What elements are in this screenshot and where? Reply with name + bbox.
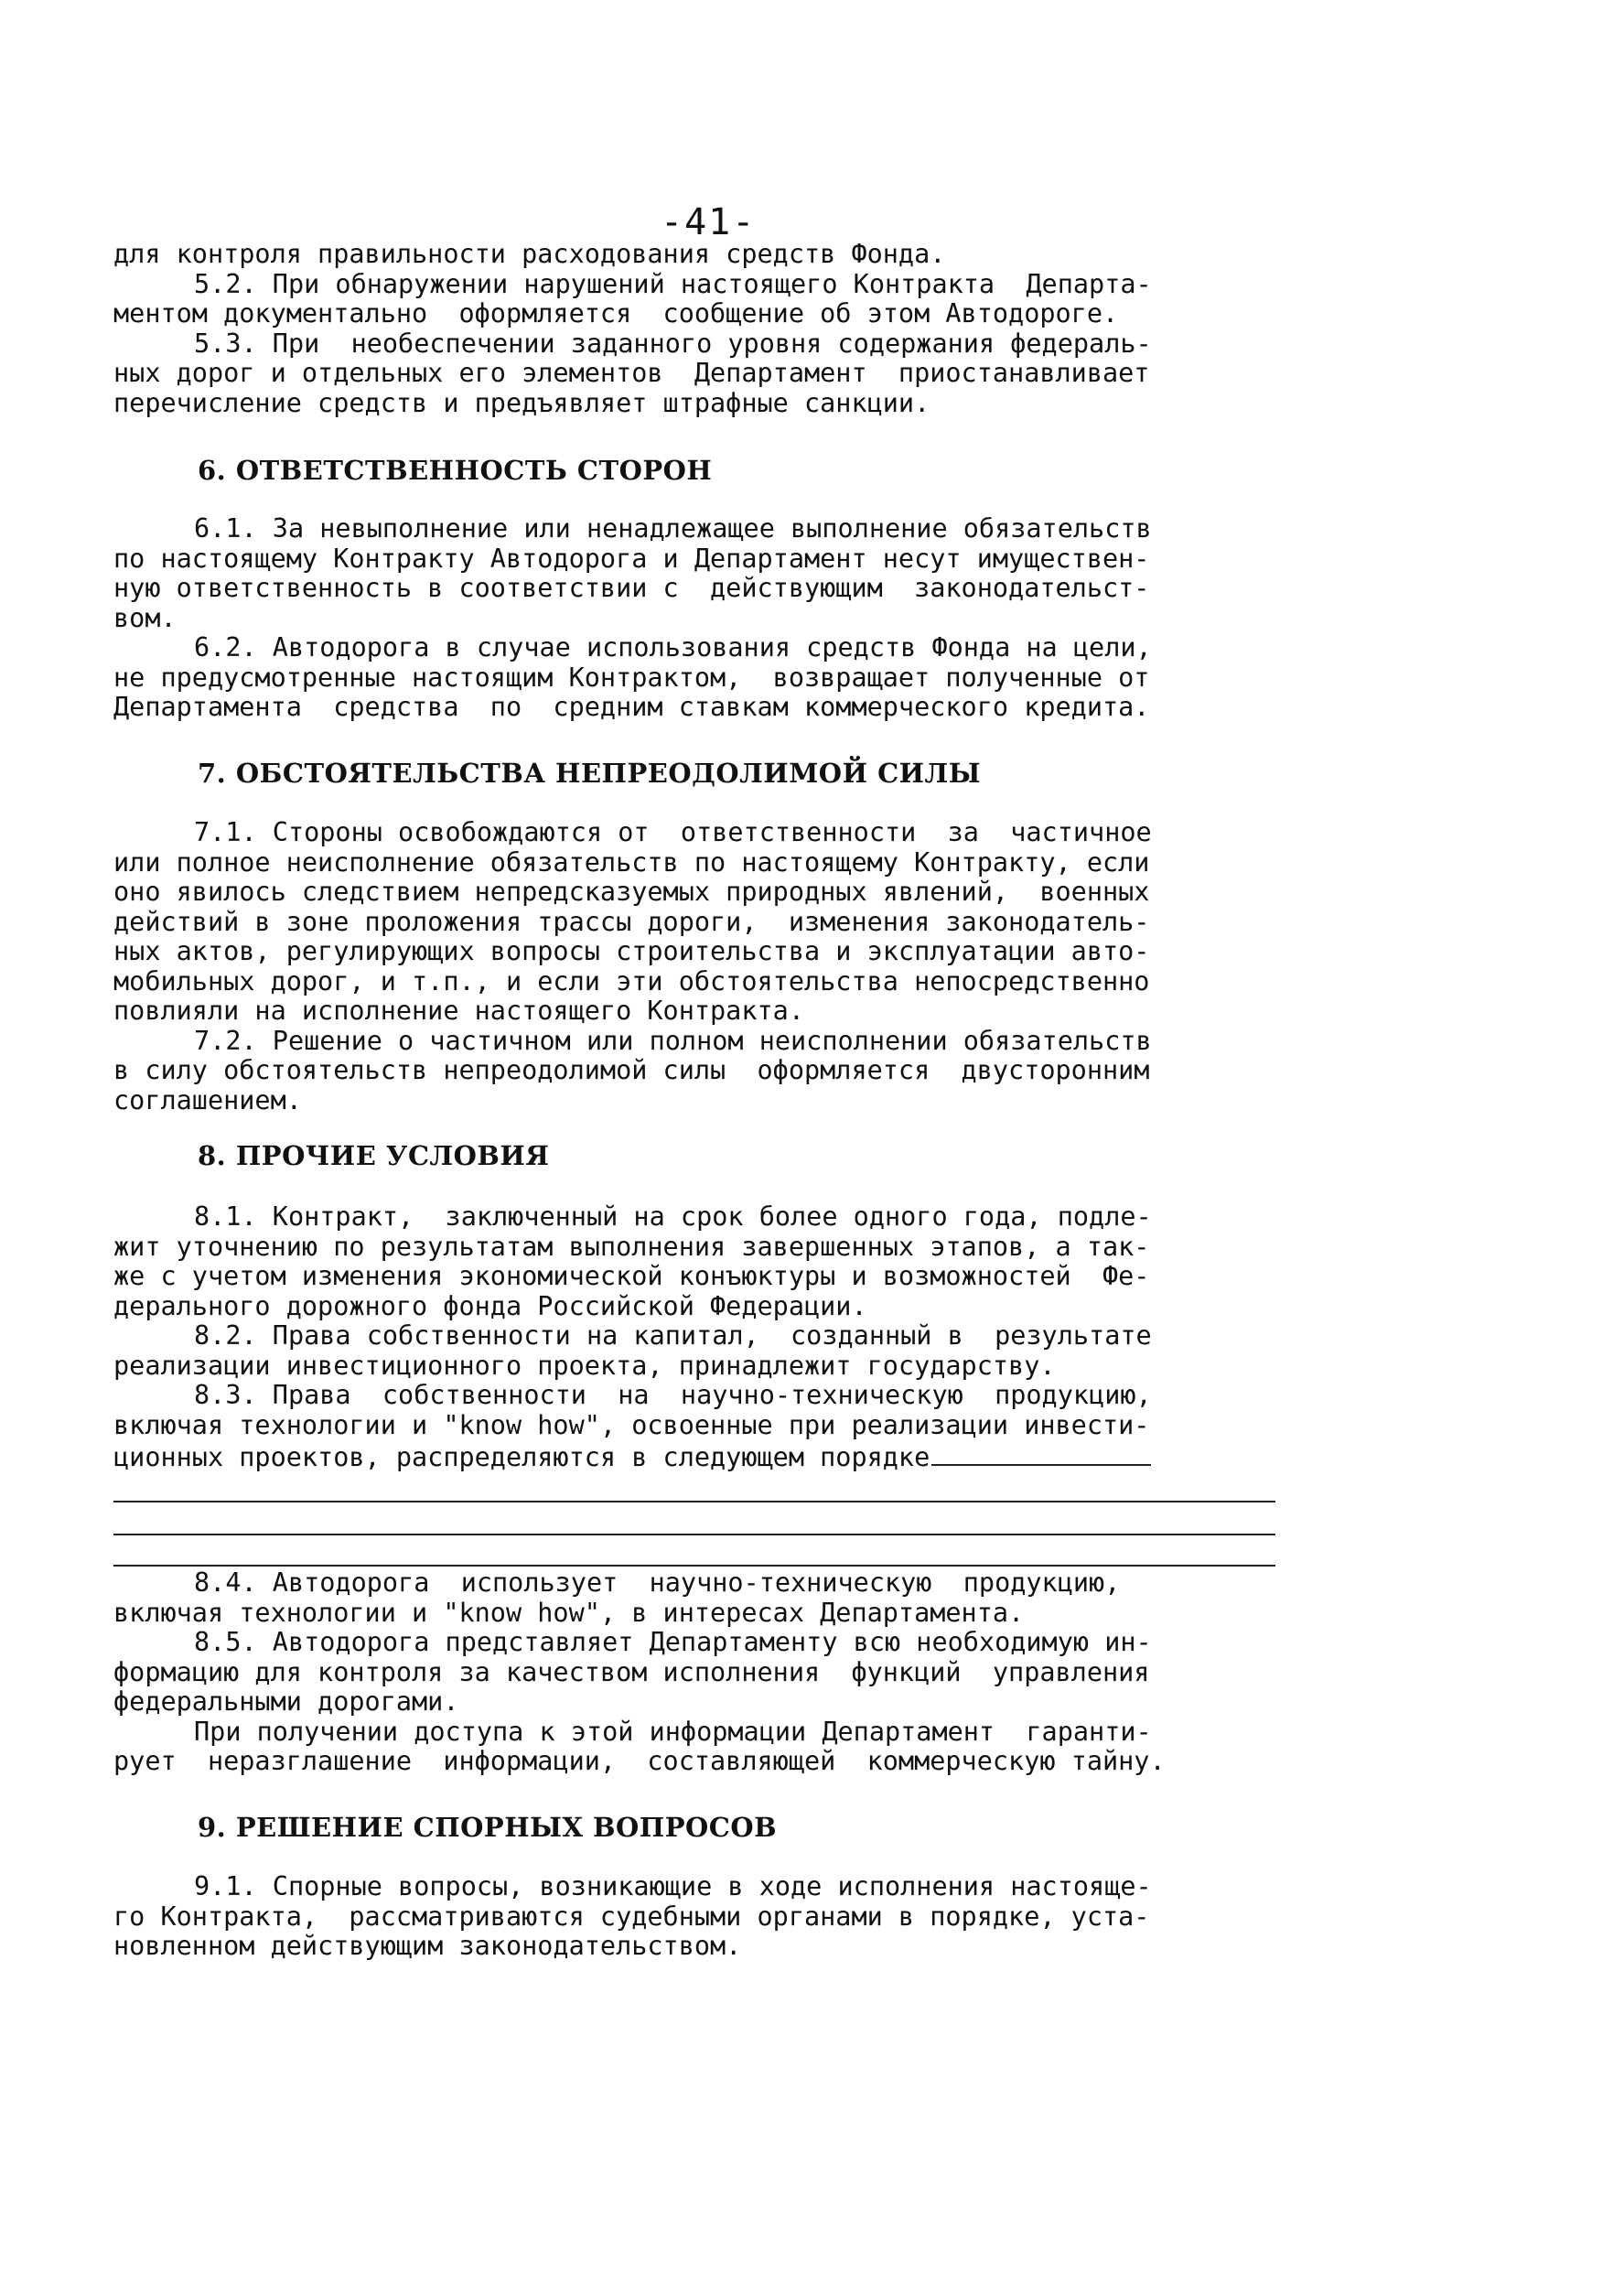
text-line: новленном действующим законодательством.	[113, 1931, 742, 1961]
text-line: федеральными дорогами.	[113, 1686, 459, 1717]
text-line: 5.3. При необеспечении заданного уровня содержания федераль-	[194, 328, 1152, 359]
text-line: рует неразглашение информации, составляющей коммерческую тайну.	[113, 1746, 1166, 1776]
text-line: вом.	[113, 602, 177, 633]
text-line: 8.5. Автодорога представляет Департаменту всю необходимую ин-	[194, 1627, 1152, 1657]
text-line: для контроля правильности расходования средств Фонда.	[113, 239, 946, 269]
text-line: 9.1. Спорные вопросы, возникающие в ходе исполнения настояще-	[194, 1871, 1152, 1901]
text-line: 8.4. Автодорога использует научно-техническую продукцию,	[194, 1567, 1121, 1598]
text-line: ных дорог и отдельных его элементов Департамент приостанавливает	[113, 358, 1150, 388]
text-line: 8.1. Контракт, заключенный на срок более одного года, подле-	[194, 1201, 1152, 1232]
section8-body-b	[113, 1568, 1294, 1777]
text-line: соглашением.	[113, 1084, 302, 1115]
text-line: 7.2. Решение о частичном или полном неисполнении обязательств	[194, 1025, 1152, 1056]
section9-heading: 9. РЕШЕНИЕ СПОРНЫХ ВОПРОСОВ	[198, 1812, 778, 1843]
text-line: ную ответственность в соответствии с действующим законодательст-	[113, 573, 1150, 603]
section7-heading: 7. ОБСТОЯТЕЛЬСТВА НЕПРЕОДОЛИМОЙ СИЛЫ	[198, 758, 982, 789]
text-line: При получении доступа к этой информации Департамент гаранти-	[194, 1716, 1152, 1747]
text-line: перечисление средств и предъявляет штрафные санкции.	[113, 387, 930, 418]
text-line: го Контракта, рассматриваются судебными органами в порядке, уста-	[113, 1901, 1150, 1932]
text-line: или полное неисполнение обязательств по настоящему Контракту, если	[113, 846, 1150, 878]
text-line: 8.3. Права собственности на научно-техническую продукцию,	[194, 1380, 1152, 1410]
section6-body	[113, 514, 1294, 723]
text-line: же с учетом изменения экономической конъюктуры и возможностей Фе-	[113, 1261, 1150, 1291]
text-line: действий в зоне проложения трассы дороги, изменения законодатель-	[113, 906, 1150, 937]
blank-underline	[931, 1440, 1151, 1466]
text-line: реализации инвестиционного проекта, принадлежит государству.	[113, 1350, 1056, 1381]
fill-in-line	[113, 1440, 1294, 1470]
blank-fill-rule	[113, 1501, 1275, 1502]
blank-fill-rule	[113, 1565, 1275, 1567]
text-line: формацию для контроля за качеством исполнения функций управления	[113, 1656, 1150, 1687]
text-line: включая технологии и "know how", в интересах Департамента.	[113, 1597, 1025, 1628]
text-line: повлияли на исполнение настоящего Контракта.	[113, 996, 804, 1026]
text-line: ментом документально оформляется сообщение об этом Автодороге.	[113, 298, 1119, 328]
text-line: Департамента средства по средним ставкам коммерческого кредита.	[113, 692, 1150, 722]
blank-fill-rule	[113, 1534, 1275, 1535]
section5-tail	[113, 240, 1294, 418]
text-line: не предусмотренные настоящим Контрактом, возвращает полученные от	[113, 662, 1150, 693]
text-line: 8.2. Права собственности на капитал, созданный в результате	[194, 1320, 1152, 1351]
text-line: 5.2. При обнаружении нарушений настоящего Контракта Департа-	[194, 268, 1152, 299]
text-line: оно явилось следствием непредсказуемых природных явлений, военных	[113, 877, 1150, 907]
text-line: включая технологии и "know how", освоенные при реализации инвести-	[113, 1409, 1150, 1440]
section9-body	[113, 1872, 1294, 1962]
text-line: ных актов, регулирующих вопросы строительства и эксплуатации авто-	[113, 936, 1150, 966]
page-number: -41-	[661, 201, 757, 243]
section6-heading: 6. ОТВЕТСТВЕННОСТЬ СТОРОН	[198, 455, 713, 486]
text-line: 7.1. Стороны освобождаются от ответственности за частичное	[194, 817, 1152, 847]
text-line: в силу обстоятельств непреодолимой силы оформляется двусторонним	[113, 1055, 1150, 1085]
text-line: ционных проектов, распределяются в следующем порядке	[113, 1442, 930, 1472]
section8-body-a	[113, 1202, 1294, 1470]
text-line: по настоящему Контракту Автодорога и Департамент несут имуществен-	[113, 543, 1150, 574]
text-line: 6.1. За невыполнение или ненадлежащее выполнение обязательств	[194, 513, 1152, 544]
text-line: жит уточнению по результатам выполнения завершенных этапов, а так-	[113, 1231, 1150, 1262]
section7-body	[113, 818, 1294, 1115]
text-line: мобильных дорог, и т.п., и если эти обстоятельства непосредственно	[113, 965, 1150, 996]
text-line: дерального дорожного фонда Российской Федерации.	[113, 1290, 867, 1321]
text-line: 6.2. Автодорога в случае использования средств Фонда на цели,	[194, 632, 1152, 662]
section8-heading: 8. ПРОЧИЕ УСЛОВИЯ	[198, 1140, 550, 1171]
